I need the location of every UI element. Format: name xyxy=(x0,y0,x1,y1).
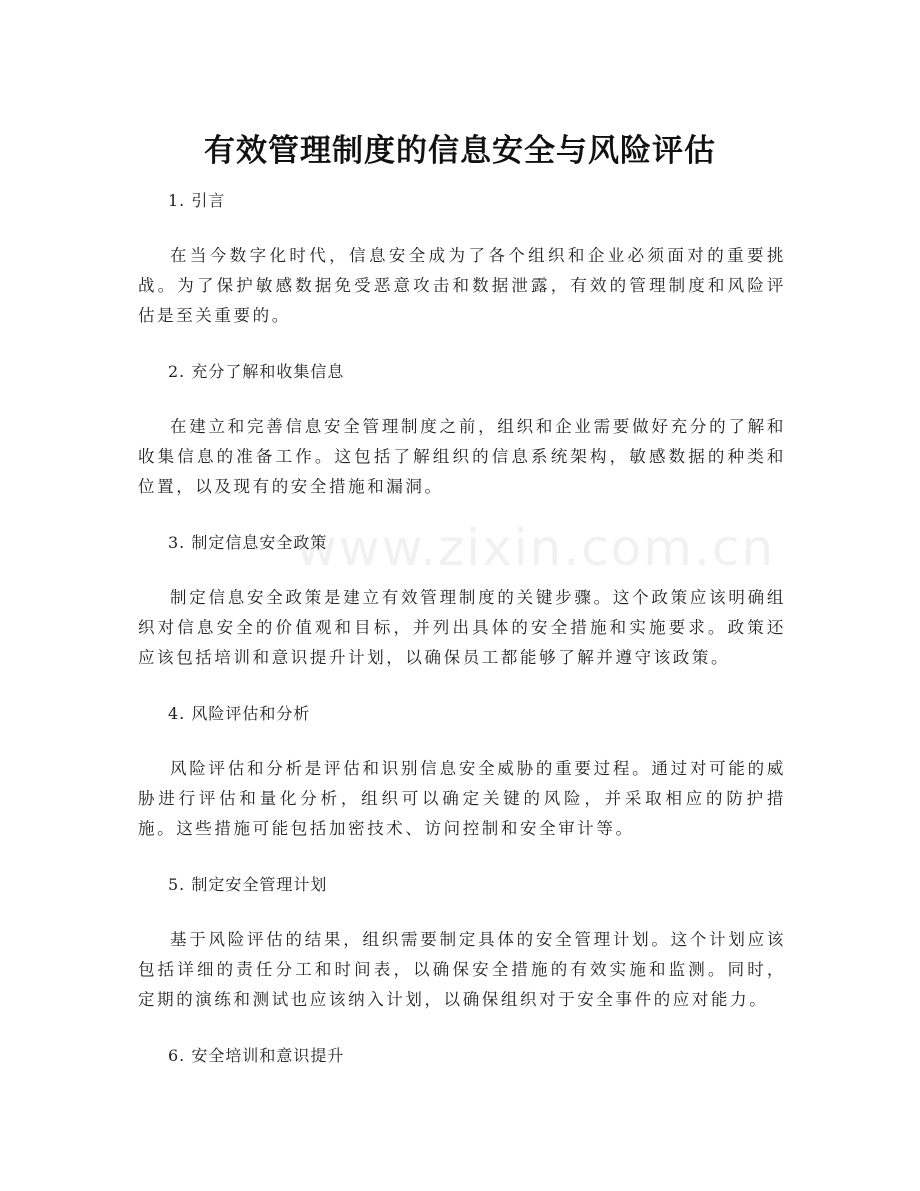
section-paragraph-5: 基于风险评估的结果，组织需要制定具体的安全管理计划。这个计划应该包括详细的责任分工和时间表，以确保安全措施的有效实施和监测。同时，定期的演练和测试也应该纳入计划，以确保组织对于安全事件的应对能力。 xyxy=(138,930,786,1009)
section-paragraph-4: 风险评估和分析是评估和识别信息安全威胁的重要过程。通过对可能的威胁进行评估和量化分析，组织可以确定关键的风险，并采取相应的防护措施。这些措施可能包括加密技术、访问控制和安全审计等。 xyxy=(138,759,786,838)
section-heading-3: 3. 制定信息安全政策 xyxy=(168,533,328,552)
section-heading-6: 6. 安全培训和意识提升 xyxy=(168,1046,345,1065)
watermark: www.zixin.com.cn xyxy=(296,519,776,577)
section-heading-2: 2. 充分了解和收集信息 xyxy=(168,362,345,381)
section-heading-5: 5. 制定安全管理计划 xyxy=(168,875,328,894)
document-body xyxy=(138,186,786,1071)
section-heading-4: 4. 风险评估和分析 xyxy=(168,704,311,723)
section-paragraph-3: 制定信息安全政策是建立有效管理制度的关键步骤。这个政策应该明确组织对信息安全的价值观和目标，并列出具体的安全措施和实施要求。政策还应该包括培训和意识提升计划，以确保员工都能够了解并遵守该政策。 xyxy=(138,588,786,667)
section-heading-1: 1. 引言 xyxy=(168,191,226,210)
document-title: 有效管理制度的信息安全与风险评估 xyxy=(204,132,716,169)
section-paragraph-2: 在建立和完善信息安全管理制度之前，组织和企业需要做好充分的了解和收集信息的准备工作。这包括了解组织的信息系统架构，敏感数据的种类和位置，以及现有的安全措施和漏洞。 xyxy=(138,417,786,496)
section-paragraph-1: 在当今数字化时代，信息安全成为了各个组织和企业必须面对的重要挑战。为了保护敏感数据免受恶意攻击和数据泄露，有效的管理制度和风险评估是至关重要的。 xyxy=(138,246,786,325)
